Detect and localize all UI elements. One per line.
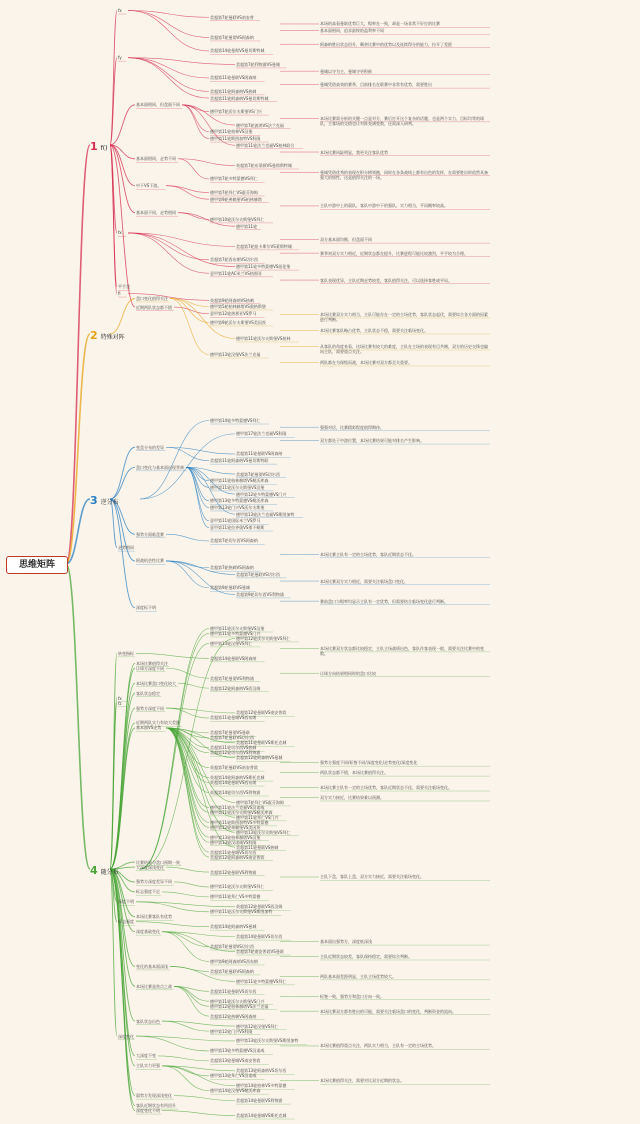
match-node[interactable]: 德甲第11轮拜仁VS门兴 xyxy=(236,814,279,820)
note-text[interactable]: 基本面相同，追求最终的盈利率不同 xyxy=(320,28,384,34)
note-text[interactable]: 赛前盘口与赔率均显示主队有一定优势，但需要结合临场变化进行判断。 xyxy=(320,598,448,604)
match-node[interactable]: 德甲第13轮汉堡VS拜仁 xyxy=(210,640,253,646)
match-node[interactable]: 德甲第14轮多特蒙德VS拜仁 xyxy=(210,418,261,423)
match-node[interactable]: 德甲第11轮法兰克福VS柏林联合 xyxy=(236,142,295,148)
match-node[interactable]: 德甲第12轮汉堡VS拜仁 xyxy=(236,1023,279,1029)
section-label: 特殊对阵 xyxy=(100,334,125,341)
match-node[interactable]: 美超第7轮曼联VS南安普 xyxy=(210,14,254,20)
match-node[interactable]: 德甲第11轮多特蒙德VS拜仁 xyxy=(236,978,287,984)
note-text[interactable]: 本场比赛主队有一定的主场优势，客队近期状态不佳，需要关注临场变化。 xyxy=(320,785,452,791)
branch-node[interactable]: fy xyxy=(118,55,122,61)
match-node[interactable]: 英超第12轮曼联VS西汉姆 xyxy=(236,904,283,910)
match-node[interactable]: 德甲第11轮沃尔夫斯堡VS柏林 xyxy=(236,336,291,341)
match-node[interactable]: 德甲第13轮拜仁VS汉诺威 xyxy=(210,1073,257,1079)
match-node[interactable]: 德甲第11轮柏林赫塔VS勒沃库森 xyxy=(210,478,269,484)
match-node[interactable]: 美超第7轮西布朗VS切尔西 xyxy=(210,257,258,263)
note-text[interactable]: 本场比赛双方状态都比较稳定，主队主场战绩出色，客队作客表现一般，需要关注比赛中的变数。 xyxy=(320,645,484,656)
branch-node[interactable]: fx xyxy=(118,695,122,701)
match-node[interactable]: 美超第14轮阿森纳VS曼城 xyxy=(210,924,257,930)
note-text[interactable]: 主队中游中上的弱队，客队中游中下的强队，实力相当，平局概率较高。 xyxy=(320,203,448,209)
match-node[interactable]: 美超第12轮阿森纳VS曼城 xyxy=(236,755,283,761)
branch-node[interactable]: 强势方深度差异不同 xyxy=(136,879,172,885)
match-node[interactable]: 美超第14轮曼联VS利物浦 xyxy=(236,1098,283,1104)
note-text[interactable]: 本场的高看曼联优势巨大，赔率在一致，却是一场非常不好打的比赛 xyxy=(320,21,440,27)
branch-node[interactable]: fi xyxy=(118,291,121,297)
match-node[interactable]: 美超第7轮纽卡斯尔VS莱斯特城 xyxy=(236,243,292,249)
match-node[interactable]: 德甲第10轮沃尔夫斯堡VS拜仁 xyxy=(210,216,265,222)
match-node[interactable]: 德甲第11轮沃尔夫斯堡VS汉堡 xyxy=(210,484,265,490)
match-node[interactable]: 美超第12轮阿森纳VS西汉姆 xyxy=(210,685,261,691)
match-node[interactable]: 美超第11轮切尔西VS热刺 xyxy=(210,745,257,751)
connector xyxy=(110,145,117,294)
match-node[interactable]: 美超第11轮阿森纳VS热刺 xyxy=(210,88,257,94)
match-node[interactable]: 德甲第11轮多特蒙德VS门兴 xyxy=(210,630,261,636)
match-node[interactable]: 美超第11轮曼城VS西布朗 xyxy=(210,715,257,721)
connector xyxy=(182,105,209,139)
match-node[interactable]: 英超第14轮阿森纳VS斯托克城 xyxy=(210,775,265,781)
match-node[interactable]: 德甲第13轮柏林赫塔VS汉堡 xyxy=(210,834,261,840)
match-node[interactable]: 德甲第12轮柏林赫塔VS法兰克福 xyxy=(210,1003,269,1009)
branch-node[interactable]: 中下VS下游。 xyxy=(136,183,162,189)
connector xyxy=(162,932,209,947)
connector xyxy=(110,703,117,869)
branch-node[interactable]: 盘口变化值得关注 xyxy=(136,296,168,301)
connector xyxy=(110,105,135,145)
connector xyxy=(110,447,135,499)
match-node[interactable]: 美超第11轮阿森纳VS曼切斯特联 xyxy=(210,458,269,464)
branch-node[interactable]: 大深度深浅变化 xyxy=(136,864,164,870)
branch-node[interactable]: 走势相同 xyxy=(118,545,134,551)
branch-node[interactable]: fx xyxy=(118,230,122,236)
connector xyxy=(128,58,209,98)
match-node[interactable]: 意甲第11轮国际米兰VS罗马 xyxy=(210,518,261,524)
note-text[interactable]: 本场比赛双方实力相近，需要关注临场盘口变化。 xyxy=(320,578,408,584)
section-4[interactable] xyxy=(90,864,119,877)
note-text[interactable]: 本场比赛主队有一定的主场优势，客队近期状态不佳。 xyxy=(320,551,416,557)
connector xyxy=(174,882,209,887)
connector xyxy=(162,932,209,962)
match-node[interactable]: 德甲第11轮沃尔夫斯堡VS勒沃库森 xyxy=(210,809,273,815)
match-node[interactable]: 德甲第13轮汉堡VS法兰克福 xyxy=(210,352,261,357)
connector xyxy=(186,467,209,507)
match-node[interactable]: 美超第14轮曼联VS阿森纳 xyxy=(210,655,257,661)
note-text[interactable]: 基本面出强势方，深度低深浅 xyxy=(320,939,372,945)
connector xyxy=(110,653,117,869)
branch-node[interactable]: 深度变化 xyxy=(118,1033,134,1039)
branch-node[interactable]: fx xyxy=(118,8,122,13)
branch-node[interactable]: 深度变化不明 xyxy=(136,1108,160,1114)
connector xyxy=(186,467,209,500)
branch-node[interactable]: 客队状态稳定 xyxy=(136,690,160,696)
branch-node[interactable]: 比赛结果与盘口预期一致 xyxy=(136,859,180,865)
match-node[interactable]: 德甲第11轮沃尔夫斯堡VS斯图加特 xyxy=(210,909,273,915)
connector xyxy=(166,728,209,842)
connector xyxy=(174,1096,235,1101)
match-node[interactable]: 美超第11轮曼联VS热刺 xyxy=(236,844,279,850)
branch-node[interactable]: 基本面VS走势 xyxy=(136,725,162,731)
section-number: 3 xyxy=(90,494,98,507)
connector xyxy=(136,922,209,927)
match-node[interactable]: 美超第11轮曼联VS阿森纳 xyxy=(210,75,257,81)
branch-node[interactable]: 大深度不变 xyxy=(136,1053,156,1059)
branch-node[interactable]: 深度不明 xyxy=(118,899,134,905)
note-text[interactable]: 赛季初双方实力相近，近期状态都在提升，比赛进程可能比较激烈，平手较为合理。 xyxy=(320,250,468,256)
connector xyxy=(174,986,209,1006)
note-text[interactable]: 曼城凭借优秀的表现在积分榜领跑，同时在各条战线上都有出色的发挥，在需要胜出时依然具备强大的韧性，这是值得关注的一场。 xyxy=(320,169,488,180)
connector xyxy=(166,186,209,193)
match-node[interactable]: 德甲第7轮拜仁VS霍芬海姆 xyxy=(210,189,258,195)
note-text[interactable]: 本场比赛双方实力相当，主队可能存在一定的主场优势，客队状态起伏，需要综合各方面的因素进行判断。 xyxy=(320,312,488,322)
match-node[interactable]: 美超第7轮曼彻VS阿森纳 xyxy=(210,34,254,40)
match-node[interactable]: 德甲第7轮多特蒙德VS拜仁 xyxy=(210,176,258,182)
connector xyxy=(166,534,209,541)
match-node[interactable]: 德甲第14轮柏林VS多特蒙德 xyxy=(236,1083,287,1089)
match-node[interactable]: 德甲第12轮沃尔夫斯堡VS拜仁 xyxy=(236,635,291,641)
match-node[interactable]: 美超第11轮阿森纳VS曼切斯特城 xyxy=(210,95,269,101)
note-text[interactable]: 本场比赛客队略占优势，主队状态不稳，需要关注临场变化。 xyxy=(320,328,428,333)
match-node[interactable]: 美超第11轮曼联VS斯托克城 xyxy=(236,740,287,746)
note-text[interactable]: 从客队的角度来看，这场比赛有较大的难度，主队在主场的表现有目共睹，双方的历史交锋也偏向主队，需要重点关注。 xyxy=(320,344,488,354)
branch-node[interactable]: 标志强度不足 xyxy=(136,889,160,895)
match-node[interactable]: 美超第14轮曼彻VS曼切斯特城 xyxy=(210,48,265,54)
match-node[interactable]: 德甲第7轮波鸿VS法兰克福 xyxy=(236,122,284,128)
match-node[interactable]: 美超第12轮曼联VS利物浦 xyxy=(210,869,257,875)
branch-node[interactable]: 深度基础变化 xyxy=(136,929,160,935)
note-text[interactable]: 曼城凭借高效的赛季，目前排名在联赛中非常有优势，需要胜出 xyxy=(320,82,432,88)
match-node[interactable]: 美超第12轮阿森纳VS南安普敦 xyxy=(210,854,265,860)
connector xyxy=(158,1056,209,1061)
connector xyxy=(128,11,209,51)
match-node[interactable]: 德甲第11轮 xyxy=(236,223,258,229)
connector xyxy=(162,1111,235,1116)
connector xyxy=(136,653,209,658)
connector xyxy=(166,708,235,713)
match-node[interactable]: 美超第7轮南安普敦VS曼联 xyxy=(236,949,284,955)
connector xyxy=(166,708,209,718)
note-text[interactable]: 曼城以守为主，曼城守更积极 xyxy=(320,68,372,74)
note-text[interactable]: 双方都处于中游位置，本场比赛结果可能对排名产生影响。 xyxy=(320,438,424,444)
match-node[interactable]: 德甲第11轮沃尔夫斯堡VS汉堡 xyxy=(210,626,265,631)
match-node[interactable]: 德甲第11轮沃尔夫斯堡VS门兴 xyxy=(210,998,265,1004)
branch-node[interactable]: 客队状态出色 xyxy=(136,1018,160,1024)
note-text[interactable]: 两队都在为保级而战，本场比赛对双方都至关重要。 xyxy=(320,360,412,365)
match-node[interactable]: 德甲第5轮柏林赫塔VS奥格斯堡 xyxy=(210,304,266,309)
connector xyxy=(166,867,209,872)
match-node[interactable]: 德甲第11轮拜仁VS多特蒙德 xyxy=(210,894,261,900)
branch-node[interactable]: 本场比赛是焦点之战 xyxy=(136,983,172,989)
match-node[interactable]: 德甲第17轮法兰克福VS科隆 xyxy=(236,431,287,437)
section-label: 随分布 xyxy=(100,869,119,876)
match-node[interactable]: 英超第9轮阿森纳VS热刺 xyxy=(210,297,254,303)
branch-node[interactable]: 本场比赛盘口变化较大 xyxy=(136,680,176,686)
match-node[interactable]: 德甲第9轮弗赖堡VS柏林赫塔 xyxy=(210,196,262,202)
note-text[interactable]: 本场比赛风险明显，我更关注客队优势 xyxy=(320,149,388,155)
branch-node[interactable]: 转变指标 xyxy=(118,650,134,656)
connector xyxy=(128,233,209,273)
match-node[interactable]: 意甲第11轮AC米兰VS热那亚 xyxy=(210,270,262,276)
match-node[interactable]: 德甲第14轮汉堡VS勒沃库森 xyxy=(210,1088,261,1094)
match-node[interactable]: 美超第13轮曼城VS南安普敦 xyxy=(210,1058,261,1064)
branch-node[interactable]: 弱势方发现深浅变化 xyxy=(136,1093,172,1099)
match-node[interactable]: 德甲第9轮阿森纳VS西布朗 xyxy=(210,958,258,964)
connector xyxy=(166,186,209,199)
connector xyxy=(182,105,209,132)
note-text[interactable]: 阿森纳胜出状态回升，剩余比赛中的优势以及连续得分的能力，拉开了差距 xyxy=(320,41,452,47)
connector xyxy=(162,1066,209,1076)
match-node[interactable]: 美超第7轮曼彻VS曼联 xyxy=(210,730,250,736)
branch-node[interactable]: 基本面相同，走势不同 xyxy=(136,156,176,162)
connector xyxy=(66,564,90,869)
note-text[interactable]: 强势方强度不同/标签不同/深度变化/走势变化/深度变化 xyxy=(320,760,418,766)
match-node[interactable]: 德甲第12轮弗赖堡VS美因茨 xyxy=(210,824,261,830)
branch-node[interactable]: 深度标不明 xyxy=(136,605,156,611)
note-text[interactable]: 双方基本面均衡，但盘面不同 xyxy=(320,237,372,243)
match-node[interactable]: 德甲第13轮多特蒙德VS汉诺威 xyxy=(210,1048,265,1054)
match-node[interactable]: 美超第9轮曼联VS曼城 xyxy=(210,585,250,591)
match-node[interactable]: 美超第13轮阿森纳VS切尔西 xyxy=(236,1068,287,1074)
match-node[interactable]: 德甲第12轮门兴VS科隆 xyxy=(210,1028,253,1034)
note-text[interactable]: 强强对话，比赛精彩程度值得期待。 xyxy=(320,424,384,430)
match-node[interactable]: 美超第7轮曼联VS切尔西 xyxy=(210,735,254,741)
branch-node[interactable]: 近期两队状态都不错 xyxy=(136,304,172,310)
connector xyxy=(178,159,235,166)
match-node[interactable]: 德甲第13轮多特蒙德VS勒沃库森 xyxy=(210,498,269,504)
match-node[interactable]: 意甲第12轮热那亚VS罗马 xyxy=(210,311,257,317)
branch-node[interactable]: 变化的基本面深浅 xyxy=(136,963,168,969)
note-text[interactable]: 客队表现优异，主队近期走势较差，客队值得关注，可以选择客胜或平局。 xyxy=(320,277,452,283)
section-number: 4 xyxy=(90,864,98,877)
section-3[interactable] xyxy=(90,494,119,507)
match-node[interactable]: 意甲第11轮拉齐奥VS那不勒斯 xyxy=(210,525,265,531)
branch-node[interactable]: 主队实力更强 xyxy=(136,1063,160,1069)
match-node[interactable]: 美超第14轮曼联VS切尔西 xyxy=(236,934,283,940)
match-node[interactable]: 美超第7轮热刺VS阿森纳 xyxy=(210,565,254,571)
match-node[interactable]: 德甲第11轮法兰克福VS汉诺威 xyxy=(210,804,265,810)
match-node[interactable]: 德甲第11轮沃尔夫斯堡VS拜仁 xyxy=(210,884,265,890)
branch-node[interactable]: 盘口变化与基本面出现背离 xyxy=(136,464,184,470)
match-node[interactable]: 美超第12轮切尔西VS利物浦 xyxy=(210,750,261,756)
connector xyxy=(166,728,209,822)
connector xyxy=(110,11,117,146)
note-text[interactable]: 主队近期状态较差，客队保持稳定，需要综合判断。 xyxy=(320,954,412,959)
match-node[interactable]: 美超第7轮曼彻VS切尔西 xyxy=(210,944,254,950)
match-node[interactable]: 德甲第11轮柏林VS汉堡 xyxy=(210,129,253,135)
section-number: 2 xyxy=(90,329,98,342)
match-node[interactable]: 德甲第13轮法兰克福VS斯图加特 xyxy=(236,511,295,517)
note-text[interactable]: 让球方向结果相同时的盘口比较 xyxy=(320,670,376,676)
match-node[interactable]: 德甲第13轮沃尔夫斯堡VS拜仁 xyxy=(236,829,291,835)
note-text[interactable]: 主队下盘，客队上盘，双方实力接近，需要关注临场变化。 xyxy=(320,874,424,880)
match-node[interactable]: 美超第7轮曼彻VS切尔西 xyxy=(236,471,280,477)
match-node[interactable]: 美超第7轮切尔西VS阿森纳 xyxy=(210,538,258,544)
match-node[interactable]: 美超第12轮热刺VS阿森纳 xyxy=(210,1013,257,1019)
match-node[interactable]: 德甲第11轮多特蒙德VS纽伦堡 xyxy=(236,264,291,270)
match-node[interactable]: 英超第14轮曼联VS西布朗 xyxy=(210,780,257,786)
branch-node[interactable]: 让球方深度不同 xyxy=(136,665,164,671)
connector xyxy=(166,447,209,460)
match-node[interactable]: 美超第11轮曼城VS切尔西 xyxy=(210,849,257,855)
match-node[interactable]: 英超第14轮切尔西VS利物浦 xyxy=(210,790,261,795)
note-text[interactable]: 两队基本面差距明显，主队主场优势较大。 xyxy=(320,973,396,979)
branch-node[interactable]: 标志强度 xyxy=(118,919,134,925)
match-node[interactable]: 德甲第13轮沃尔夫斯堡VS斯图加特 xyxy=(236,1038,299,1044)
note-text[interactable]: 标签一致，强势方和盘口方向一致。 xyxy=(320,993,384,999)
branch-node[interactable]: 本场比赛值得关注 xyxy=(136,660,168,666)
connector xyxy=(162,1021,235,1026)
match-node[interactable]: 德甲第11轮斯图加特VS科隆 xyxy=(210,136,261,142)
match-node[interactable]: 美超第9轮切尔西VS利物浦 xyxy=(236,591,284,597)
root-node[interactable]: 思维矩阵 xyxy=(6,556,68,574)
match-node[interactable]: 德甲第11轮斯图加特VS多特蒙德 xyxy=(210,819,269,825)
match-node[interactable]: 美超第11轮曼联VS阿森纳 xyxy=(236,451,283,457)
note-text[interactable]: 双方实力接近，比赛结果难以预测。 xyxy=(320,794,384,800)
match-node[interactable]: 美超第7轮曼联VS切尔西 xyxy=(236,571,280,577)
branch-node[interactable]: 基本面相同，但盘面不同 xyxy=(136,102,180,108)
match-node[interactable]: 英超第7轮曼联VS南安普敦 xyxy=(210,765,258,771)
section-label: f() xyxy=(100,145,108,152)
branch-node[interactable]: 客队近期状态有所回升 xyxy=(136,1103,176,1109)
branch-node[interactable]: fz xyxy=(118,700,122,706)
match-node[interactable]: 德甲第13轮门兴VS沃尔夫斯堡 xyxy=(210,504,265,510)
branch-node[interactable]: 本场比赛客队有优势 xyxy=(136,914,172,920)
match-node[interactable]: 德甲第12轮多特蒙德VS门兴 xyxy=(236,491,287,497)
match-node[interactable]: 美超第7轮利物浦VS曼城 xyxy=(236,61,280,67)
connector xyxy=(136,1036,209,1051)
branch-node[interactable]: 平手盘 xyxy=(118,284,130,290)
section-label: 逆分布 xyxy=(100,499,119,506)
branch-node[interactable]: 强势方深度不同 xyxy=(136,705,164,711)
connector xyxy=(166,561,209,588)
section-number: 1 xyxy=(90,140,98,153)
note-text[interactable]: 本场比赛值得重点关注，两队实力相当，主队有一定的主场优势。 xyxy=(320,1043,436,1049)
match-node[interactable]: 英超第7轮布莱顿VS曼彻斯特城 xyxy=(236,163,292,168)
branch-node[interactable]: 近期两队实力有较大差距 xyxy=(136,720,180,726)
note-text[interactable]: 本场比赛值得关注，需要对比双方近期的状态。 xyxy=(320,1078,404,1084)
branch-node[interactable]: 变盘分布的差异 xyxy=(136,444,164,450)
match-node[interactable]: 美超第12轮曼联VS南安普敦 xyxy=(236,710,287,716)
connector xyxy=(178,683,209,688)
branch-node[interactable]: 阿战机会性比赛 xyxy=(136,558,164,564)
match-node[interactable]: 德甲第9轮沃尔夫斯堡VS美因茨 xyxy=(210,320,266,325)
connector xyxy=(128,233,209,260)
connector xyxy=(162,1021,209,1031)
match-node[interactable]: 美超第7轮曼联VS阿森纳 xyxy=(210,968,254,974)
section-2[interactable] xyxy=(90,329,125,342)
connector xyxy=(128,11,209,38)
section-1[interactable] xyxy=(90,140,107,153)
connector xyxy=(162,892,209,897)
note-text[interactable]: 本场比赛需分析的关键一点是对方，赛后打开这个复杂的话题，也是两个实力、目标均等的球队，主客场的交错也让对阵充满变数，还需深入研判。 xyxy=(320,115,484,126)
match-node[interactable]: 德甲第7轮沃尔夫斯堡VS门兴 xyxy=(210,109,262,115)
match-node[interactable]: 德甲第7轮拜仁VS霍芬海姆 xyxy=(236,799,284,805)
branch-node[interactable]: 基本面不同，走势相同 xyxy=(136,210,176,216)
note-text[interactable]: 两队状态都不错，本场比赛值得关注。 xyxy=(320,770,388,776)
match-node[interactable]: 美超第14轮曼城VS斯托克城 xyxy=(236,1113,287,1119)
match-node[interactable]: 德甲第13轮汉诺威VS科隆 xyxy=(210,839,257,845)
match-node[interactable]: 美超第11轮曼联VS切尔西 xyxy=(210,988,257,994)
branch-node[interactable]: 强势方面临盘赛 xyxy=(136,531,164,537)
note-text[interactable]: 本场比赛双方都有胜出的可能，需要关注临场盘口的变化，判断资金的流向。 xyxy=(320,1008,456,1014)
match-node[interactable]: 美超第7轮曼彻VS利物浦 xyxy=(210,675,254,681)
